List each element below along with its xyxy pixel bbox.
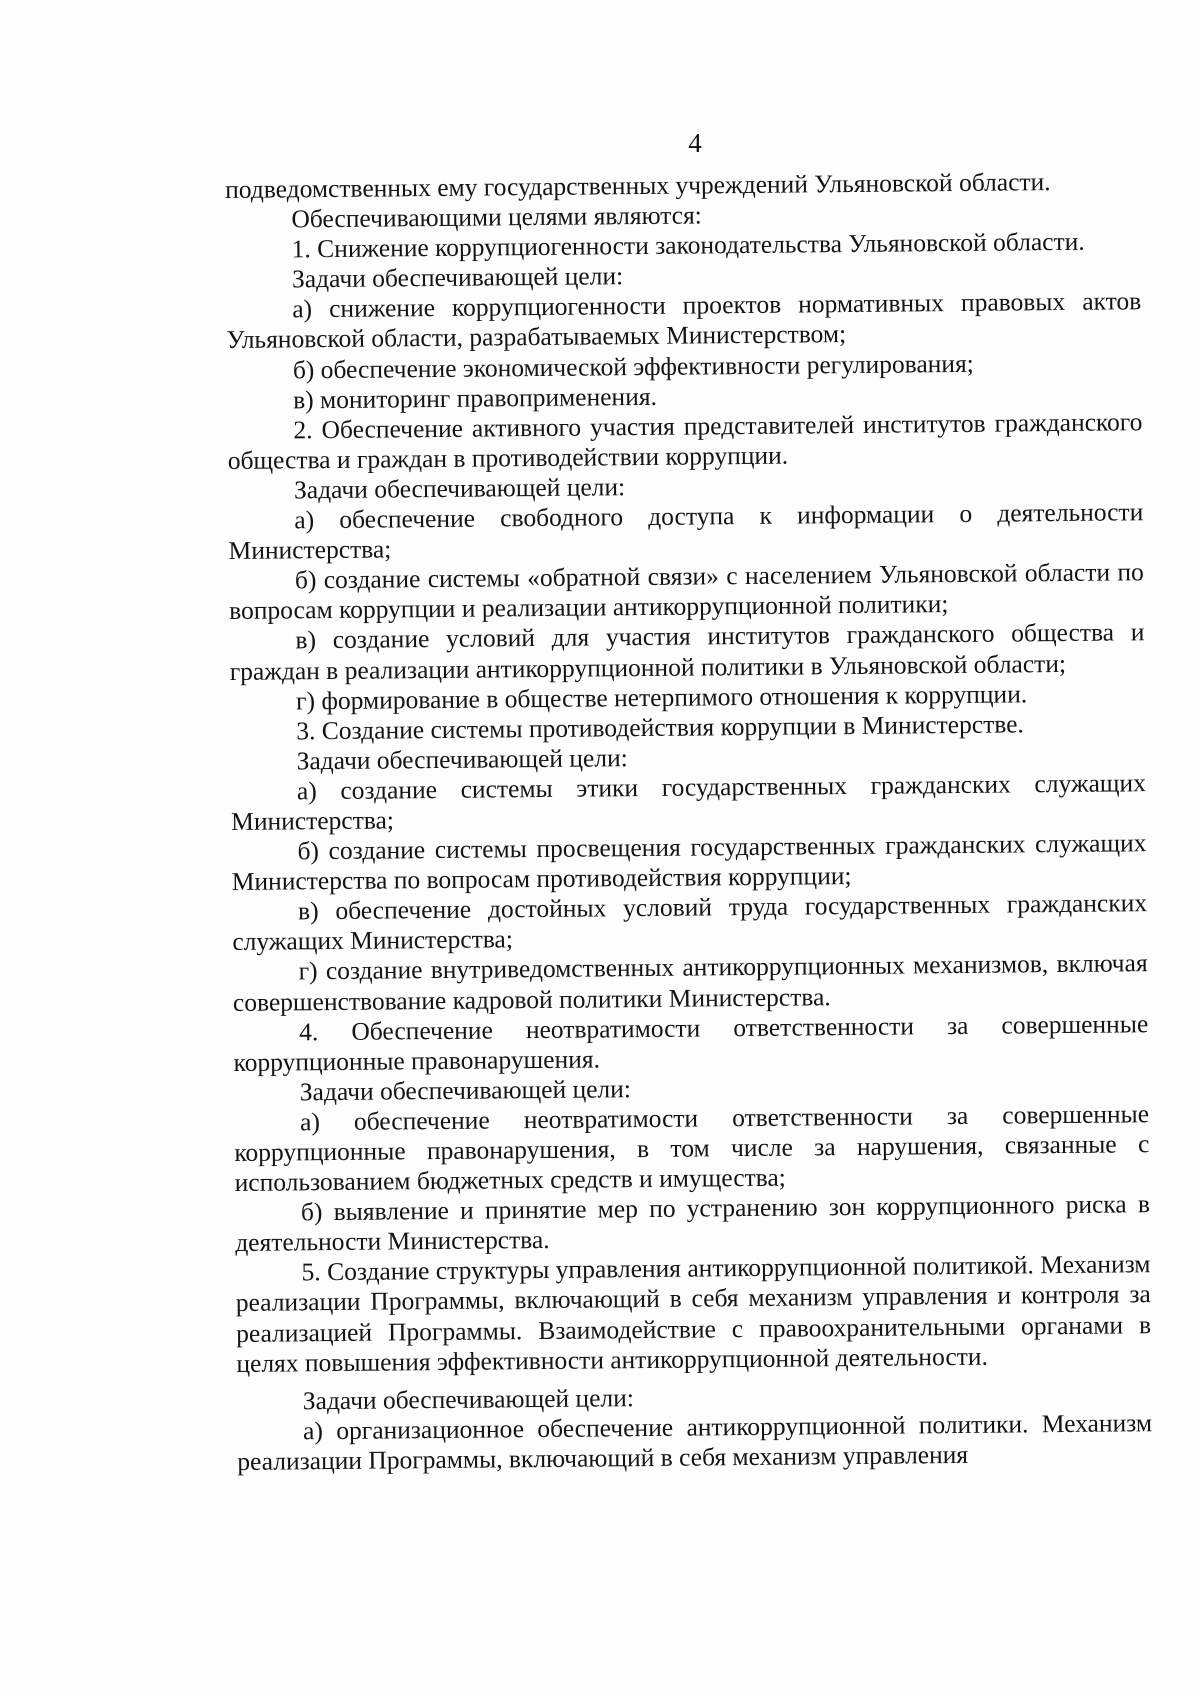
goal-2-task-b: б) создание системы «обратной связи» с населением Ульяновской области по вопросам коррупции и реализации антикоррупционной политики; bbox=[229, 557, 1144, 626]
goal-2-task-c: в) создание условий для участия институтов гражданского общества и граждан в реализации антикоррупционной политики в Ульяновской области; bbox=[229, 617, 1145, 686]
page-number: 4 bbox=[688, 128, 702, 158]
tasks-heading-1: Задачи обеспечивающей цели: bbox=[291, 261, 624, 294]
goal-5-task-a: а) организационное обеспечение антикоррупционной политики. Механизм реализации Программы, включающий в себя механизм управления bbox=[237, 1408, 1153, 1476]
goal-1-heading: 1. Снижение коррупциогенности законодательства Ульяновской области. bbox=[291, 226, 1085, 264]
goal-2-heading: 2. Обеспечение активного участия представителей институтов гражданского общества и граждан в противодействии коррупции. bbox=[227, 406, 1143, 475]
document-body bbox=[225, 166, 1152, 1477]
paragraph-goals-intro: Обеспечивающими целями являются: bbox=[291, 200, 702, 234]
goal-5-heading: 5. Создание структуры управления антикоррупционной политикой. Механизм реализации Программы, включающий в себя механизм управления и контроля за реализацией Программы. Взаимодействие с правоохранительными органами в целях повышения эффективности антикоррупционной деятельности. bbox=[235, 1249, 1152, 1378]
goal-2-task-a: а) обеспечение свободного доступа к информации о деятельности Министерства; bbox=[228, 497, 1144, 566]
goal-4-task-a: а) обеспечение неотвратимости ответственности за совершенные коррупционные правонарушения, в том числе за нарушения, связанные с использованием бюджетных средств и имущества; bbox=[234, 1099, 1150, 1198]
tasks-heading-2: Задачи обеспечивающей цели: bbox=[293, 472, 626, 505]
goal-1-task-b: б) обеспечение экономической эффективности регулирования; bbox=[292, 348, 974, 384]
tasks-heading-5: Задачи обеспечивающей цели: bbox=[302, 1382, 635, 1416]
goal-3-task-c: в) обеспечение достойных условий труда государственных гражданских служащих Министерства; bbox=[232, 888, 1148, 957]
goal-4-heading: 4. Обеспечение неотвратимости ответственности за совершенные коррупционные правонарушения. bbox=[233, 1008, 1149, 1077]
goal-4-task-b: б) выявление и принятие мер по устранению зон коррупционного риска в деятельности Министерства. bbox=[235, 1189, 1151, 1258]
goal-3-heading: 3. Создание системы противодействия коррупции в Министерстве. bbox=[296, 709, 1024, 746]
goal-3-task-b: б) создание системы просвещения государственных гражданских служащих Министерства по вопросам противодействия коррупции; bbox=[231, 828, 1147, 897]
tasks-heading-3: Задачи обеспечивающей цели: bbox=[296, 742, 628, 776]
goal-3-task-a: а) создание системы этики государственных гражданских служащих Министерства; bbox=[231, 768, 1147, 836]
goal-1-task-c: в) мониторинг правоприменения. bbox=[293, 381, 657, 415]
tasks-heading-4: Задачи обеспечивающей цели: bbox=[299, 1073, 632, 1107]
goal-1-task-a: а) снижение коррупциогенности проектов нормативных правовых актов Ульяновской области, разрабатываемых Министерством; bbox=[226, 286, 1142, 355]
goal-3-task-d: г) создание внутриведомственных антикоррупционных механизмов, включая совершенствование кадровой политики Министерства. bbox=[232, 948, 1148, 1017]
paragraph-continuation: подведомственных ему государственных учреждений Ульяновской области. bbox=[225, 167, 1051, 204]
goal-2-task-d: г) формирование в обществе нетерпимого отношения к коррупции. bbox=[295, 678, 1028, 715]
